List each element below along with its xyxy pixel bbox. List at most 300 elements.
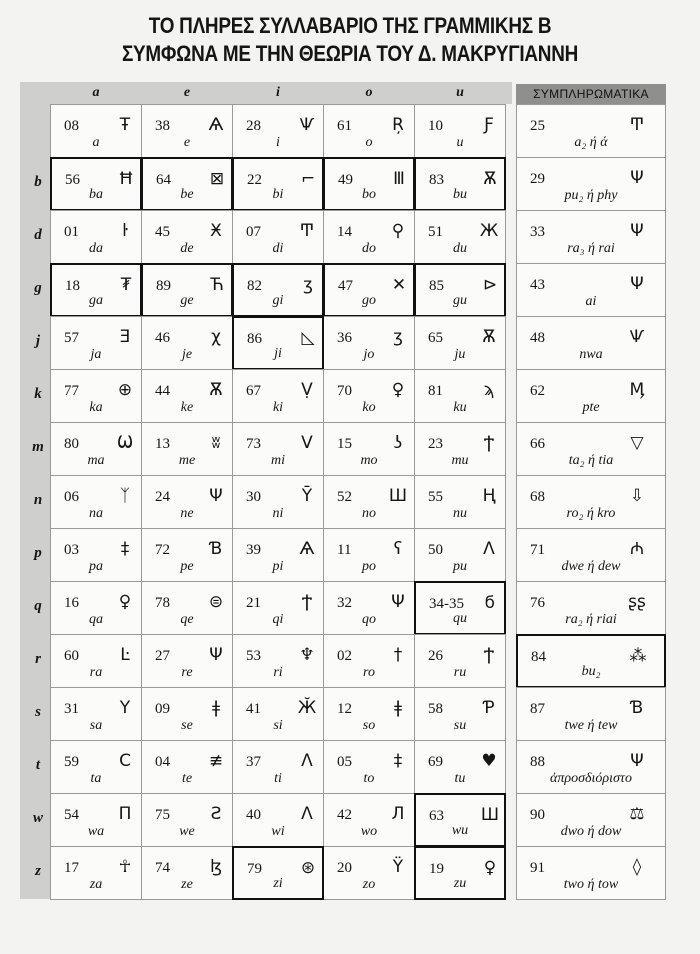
syllable-value: ti [274, 771, 282, 786]
linear-b-sign-icon: Ѫ [482, 327, 496, 347]
syllable-cell-ga [50, 263, 142, 317]
syllable-value: ra [89, 665, 103, 680]
supplementary-cell-43 [516, 263, 666, 317]
linear-b-sign-icon: ǂ [394, 698, 402, 718]
syllable-value: jo [363, 347, 375, 362]
linear-b-sign-icon: ʒ [393, 327, 403, 347]
linear-b-sign-icon: Ɓ [209, 539, 223, 559]
supplementary-cell-48 [516, 316, 666, 370]
sign-number: 02 [337, 648, 352, 664]
sign-number: 47 [338, 278, 353, 294]
sign-number: 08 [64, 118, 79, 134]
syllable-value: su [453, 718, 467, 733]
syllable-value: no [362, 506, 376, 521]
syllable-cell-so [323, 687, 415, 741]
syllable-cell-ne [141, 475, 233, 529]
linear-b-sign-icon: ⌐ [300, 169, 316, 189]
linear-b-sign-icon: ʕ [393, 539, 403, 559]
linear-b-sign-icon: ⚲ [391, 221, 405, 241]
syllable-value: a [92, 135, 100, 150]
linear-b-sign-icon: Ŧ [119, 115, 131, 135]
sign-number: 59 [64, 754, 79, 770]
syllable-value: nwa [579, 347, 603, 362]
syllable-value: ji [274, 346, 282, 361]
sign-number: 90 [530, 807, 545, 823]
sign-number: 53 [246, 648, 261, 664]
syllable-value: ne [180, 506, 194, 521]
sign-number: 03 [64, 542, 79, 558]
syllable-value: wa [87, 824, 105, 839]
linear-b-sign-icon: Ћ [210, 275, 224, 295]
sign-number: 88 [530, 754, 545, 770]
sign-number: 10 [428, 118, 443, 134]
syllable-value: gi [272, 293, 284, 308]
sign-number: 74 [155, 860, 170, 876]
vowel-header-3: o [365, 85, 373, 100]
syllable-value: bu [453, 187, 467, 202]
row-label-d: d [34, 227, 42, 243]
linear-b-sign-icon: ϡ [483, 380, 495, 400]
linear-b-sign-icon: ♀ [391, 380, 405, 400]
linear-b-sign-icon: Ŗ [392, 115, 404, 135]
syllable-cell-o [323, 104, 415, 158]
sign-number: 44 [155, 383, 170, 399]
sign-number: 26 [428, 648, 443, 664]
syllable-value: re [181, 665, 193, 680]
syllable-value: de [180, 241, 194, 256]
syllable-value: e [183, 135, 191, 150]
sign-number: 04 [155, 754, 170, 770]
sign-number: 50 [428, 542, 443, 558]
sign-number: 45 [155, 224, 170, 240]
syllable-value: wo [360, 824, 378, 839]
syllable-value: ka [89, 400, 103, 415]
syllable-value: ta [90, 771, 102, 786]
linear-b-sign-icon: Ѱ [629, 327, 645, 347]
sign-number: 01 [64, 224, 79, 240]
sign-number: 15 [337, 436, 352, 452]
linear-b-sign-icon: Ψ [630, 168, 644, 188]
syllable-cell-jo [323, 316, 415, 370]
syllable-value: we [179, 824, 195, 839]
supplementary-cell-91 [516, 846, 666, 900]
linear-b-sign-icon: ◊ [632, 857, 642, 877]
syllable-cell-wo [323, 793, 415, 847]
syllable-cell-ta [50, 740, 142, 794]
syllable-value: za [89, 877, 103, 892]
syllable-cell-pu [414, 528, 506, 582]
sign-number: 30 [246, 489, 261, 505]
syllable-value: ba [89, 187, 103, 202]
syllable-value: gu [453, 293, 467, 308]
syllable-value: bu₂ [581, 664, 601, 679]
syllable-value: a₂ ή ά [574, 135, 608, 150]
syllable-cell-tu [414, 740, 506, 794]
linear-b-sign-icon: ♀ [483, 858, 497, 878]
syllable-value: mi [271, 453, 285, 468]
syllable-cell-ju [414, 316, 506, 370]
title-line-2: ΣΥΜΦΩΝΑ ΜΕ ΤΗΝ ΘΕΩΡΙΑ ΤΟΥ Δ. ΜΑΚΡΥΓΙΑΝΝΗ [121, 41, 579, 66]
row-label-g: g [34, 280, 42, 296]
sign-number: 63 [429, 808, 444, 824]
sign-number: 58 [428, 701, 443, 717]
syllable-cell-to [323, 740, 415, 794]
sign-number: 79 [247, 861, 262, 877]
sign-number: 31 [64, 701, 79, 717]
linear-b-sign-icon: ₮ [120, 275, 132, 295]
syllable-value: se [181, 718, 193, 733]
linear-b-sign-icon: ♥ [481, 751, 497, 771]
syllable-cell-ru [414, 634, 506, 688]
linear-b-sign-icon: ♀ [118, 592, 132, 612]
sign-number: 18 [65, 278, 80, 294]
syllable-value: ra₃ ή rai [567, 241, 615, 256]
syllable-cell-du [414, 210, 506, 264]
sign-number: 11 [337, 542, 352, 558]
syllable-value: ja [90, 347, 102, 362]
syllable-cell-zu [414, 846, 506, 900]
sign-number: 41 [246, 701, 261, 717]
linear-b-sign-icon: Ħ [118, 169, 134, 189]
syllable-value: bo [362, 187, 376, 202]
sign-number: 29 [530, 171, 545, 187]
sign-number: 37 [246, 754, 261, 770]
sign-number: 80 [64, 436, 79, 452]
linear-b-sign-icon: Ψ [209, 486, 223, 506]
syllable-value: po [362, 559, 376, 574]
sign-number: 66 [530, 436, 545, 452]
syllable-value: pu [453, 559, 467, 574]
linear-b-sign-icon: ⁂ [629, 646, 647, 666]
syllable-cell-ma [50, 422, 142, 476]
syllable-value: to [363, 771, 375, 786]
sign-number: 70 [337, 383, 352, 399]
linear-b-sign-icon: ɮ [209, 857, 222, 877]
row-label-b: b [34, 174, 42, 190]
linear-b-sign-icon: Ϲ [119, 751, 131, 771]
sign-number: 07 [246, 224, 261, 240]
row-label-r: r [35, 651, 41, 667]
syllable-value: i [276, 135, 280, 150]
linear-b-sign-icon: ≢ [208, 751, 224, 771]
supplementary-cell-76 [516, 581, 666, 635]
syllable-value: sa [89, 718, 103, 733]
syllable-value: dwe ή dew [561, 559, 621, 574]
linear-b-sign-icon: Ⅲ [393, 169, 405, 189]
syllable-cell-re [141, 634, 233, 688]
sign-number: 52 [337, 489, 352, 505]
supplementary-cell-68 [516, 475, 666, 529]
row-label-w: w [32, 810, 43, 826]
linear-b-sign-icon: ʂʂ [628, 592, 646, 612]
syllable-cell-zo [323, 846, 415, 900]
sign-number: 56 [65, 172, 80, 188]
sign-number: 76 [530, 595, 545, 611]
syllable-cell-ra [50, 634, 142, 688]
linear-b-sign-icon: Ǝ [119, 327, 131, 347]
syllable-cell-je [141, 316, 233, 370]
syllable-cell-po [323, 528, 415, 582]
syllable-cell-ku [414, 369, 506, 423]
vowel-header-4: u [456, 85, 464, 100]
syllable-value: pu₂ ή phy [564, 188, 618, 203]
supplementary-cell-25 [516, 104, 666, 158]
syllable-value: ga [89, 293, 103, 308]
linear-b-sign-icon: ʒ [303, 275, 313, 295]
sign-number: 23 [428, 436, 443, 452]
sign-number: 71 [530, 542, 545, 558]
syllable-cell-ri [232, 634, 324, 688]
sign-number: 62 [530, 383, 545, 399]
syllable-value: na [89, 506, 103, 521]
syllable-value: pte [582, 400, 600, 415]
linear-b-sign-icon: Ӎ [629, 380, 645, 400]
syllable-cell-qi [232, 581, 324, 635]
syllable-cell-qo [323, 581, 415, 635]
syllable-value: wi [271, 824, 285, 839]
linear-b-sign-icon: Ѫ [209, 380, 223, 400]
syllable-cell-de [141, 210, 233, 264]
supplementary-cell-62 [516, 369, 666, 423]
syllable-value: zi [273, 876, 283, 891]
syllable-cell-ze [141, 846, 233, 900]
sign-number: 12 [337, 701, 352, 717]
linear-b-sign-icon: ᛉ [119, 486, 131, 506]
row-label-z: z [35, 863, 41, 879]
sign-number: 87 [530, 701, 545, 717]
syllable-cell-da [50, 210, 142, 264]
sign-number: 42 [337, 807, 352, 823]
syllable-value: ra₂ ή riai [565, 612, 617, 627]
sign-number: 67 [246, 383, 261, 399]
linear-b-sign-icon: Ȳ [301, 486, 313, 506]
syllable-cell-mi [232, 422, 324, 476]
syllable-cell-ji [232, 316, 324, 370]
sign-number: 51 [428, 224, 443, 240]
linear-b-sign-icon: ⊜ [208, 592, 224, 612]
sign-number: 33 [530, 224, 545, 240]
syllable-value: ge [180, 293, 194, 308]
vowel-header-0: a [92, 85, 100, 100]
syllable-value: ru [453, 665, 467, 680]
sign-number: 86 [247, 331, 262, 347]
syllable-value: qa [89, 612, 103, 627]
syllable-cell-za [50, 846, 142, 900]
syllable-value: qu [453, 611, 467, 626]
syllable-cell-wa [50, 793, 142, 847]
linear-b-sign-icon: Ƥ [483, 698, 495, 718]
syllable-value: qi [272, 612, 284, 627]
linear-b-sign-icon: Ψ [209, 645, 223, 665]
linear-b-sign-icon: Ψ [630, 751, 644, 771]
syllable-value: pe [180, 559, 194, 574]
row-label-s: s [35, 704, 41, 720]
linear-b-sign-icon: ◺ [301, 328, 315, 348]
syllable-value: ro [363, 665, 375, 680]
supplementary-cell-90 [516, 793, 666, 847]
sign-number: 20 [337, 860, 352, 876]
linear-b-sign-icon: Ѡ [117, 433, 133, 453]
linear-b-sign-icon: Ϯ [301, 592, 313, 612]
sign-number: 72 [155, 542, 170, 558]
linear-b-sign-icon: Ŀ [120, 645, 130, 665]
sign-number: 75 [155, 807, 170, 823]
linear-b-sign-icon: ⚖ [629, 804, 645, 824]
sign-number: 85 [429, 278, 444, 294]
sign-number: 06 [64, 489, 79, 505]
syllable-value: nu [453, 506, 467, 521]
syllable-value: ἀπροσδιόριστο [550, 771, 632, 786]
syllable-value: u [456, 135, 464, 150]
syllable-value: two ή tow [563, 877, 619, 892]
sign-number: 14 [337, 224, 352, 240]
linear-b-sign-icon: ⊕ [117, 380, 133, 400]
syllable-cell-i [232, 104, 324, 158]
linear-b-sign-icon: Λ [301, 751, 313, 771]
syllable-value: twe ή tew [564, 718, 618, 733]
linear-b-sign-icon: † [393, 645, 403, 665]
syllable-value: te [181, 771, 193, 786]
syllable-cell-qa [50, 581, 142, 635]
row-label-k: k [34, 386, 42, 402]
syllable-value: ro₂ ή kro [566, 506, 616, 521]
syllable-cell-zi [232, 846, 324, 900]
supplementary-header: ΣΥΜΠΛΗΡΩΜΑΤΙΚΑ [516, 84, 666, 104]
sign-number: 40 [246, 807, 261, 823]
title-line-1: ΤΟ ΠΛΗΡΕΣ ΣΥΛΛΑΒΑΡΙΟ ΤΗΣ ΓΡΑΜΜΙΚΗΣ Β [148, 13, 552, 38]
vowel-header-1: e [183, 85, 191, 100]
syllable-cell-gu [414, 263, 506, 317]
syllable-value: qe [180, 612, 194, 627]
syllable-value: ni [272, 506, 284, 521]
row-label-j: j [35, 333, 41, 349]
syllable-value: ko [362, 400, 376, 415]
linear-b-sign-icon: ⇩ [629, 486, 645, 506]
syllable-cell-pe [141, 528, 233, 582]
linear-b-sign-icon: Ϯ [483, 645, 495, 665]
linear-b-sign-icon: Ш [480, 805, 500, 825]
syllable-cell-ro [323, 634, 415, 688]
syllable-value: ri [273, 665, 283, 680]
linear-b-sign-icon: Ӿ [210, 221, 222, 241]
sign-number: 09 [155, 701, 170, 717]
sign-number: 82 [247, 278, 262, 294]
syllable-cell-u [414, 104, 506, 158]
linear-b-sign-icon: ✕ [391, 275, 407, 295]
syllable-cell-ke [141, 369, 233, 423]
sign-number: 57 [64, 330, 79, 346]
syllable-value: pa [89, 559, 103, 574]
linear-b-sign-icon: Π [118, 804, 132, 824]
linear-b-sign-icon: ▽ [630, 433, 644, 453]
syllable-cell-su [414, 687, 506, 741]
syllable-value: du [453, 241, 467, 256]
syllable-value: me [178, 453, 196, 468]
sign-number: 05 [337, 754, 352, 770]
syllable-value: tu [454, 771, 466, 786]
syllable-value: je [181, 347, 193, 362]
linear-b-sign-icon: ⊳ [482, 275, 498, 295]
syllable-cell-bo [323, 157, 415, 211]
row-label-t: t [35, 757, 41, 773]
syllable-cell-mo [323, 422, 415, 476]
row-label-p: p [34, 545, 42, 561]
syllable-cell-ti [232, 740, 324, 794]
syllable-value: be [180, 187, 194, 202]
syllable-cell-ki [232, 369, 324, 423]
sign-number: 84 [531, 649, 546, 665]
linear-b-sign-icon: ‡ [393, 751, 403, 771]
sign-number: 55 [428, 489, 443, 505]
syllable-cell-we [141, 793, 233, 847]
syllable-cell-wi [232, 793, 324, 847]
linear-b-sign-icon: Ѧ [208, 115, 224, 135]
supplementary-cell-33 [516, 210, 666, 264]
linear-b-sign-icon: Ƨ [210, 804, 222, 824]
sign-number: 81 [428, 383, 443, 399]
syllable-cell-ni [232, 475, 324, 529]
sign-number: 91 [530, 860, 545, 876]
syllable-value: ze [181, 877, 193, 892]
row-label-q: q [34, 598, 42, 614]
sign-number: 69 [428, 754, 443, 770]
sign-number: 49 [338, 172, 353, 188]
row-label-m: m [32, 439, 44, 455]
sign-number: 48 [530, 330, 545, 346]
syllable-cell-ka [50, 369, 142, 423]
syllable-cell-no [323, 475, 415, 529]
linear-b-sign-icon: Ѱ [299, 115, 315, 135]
linear-b-sign-icon: Ш [388, 486, 408, 506]
syllable-cell-di [232, 210, 324, 264]
linear-b-sign-icon: Ƒ [484, 115, 494, 135]
syllable-value: si [273, 718, 283, 733]
syllable-value: mu [451, 453, 469, 468]
sign-number: 13 [155, 436, 170, 452]
linear-b-sign-icon: ʬ [211, 433, 221, 453]
syllable-cell-ba [50, 157, 142, 211]
linear-b-sign-icon: ⊛ [300, 858, 316, 878]
syllable-cell-te [141, 740, 233, 794]
sign-number: 73 [246, 436, 261, 452]
syllable-value: zo [362, 877, 376, 892]
linear-b-sign-icon: Ɓ [630, 698, 644, 718]
sign-number: 24 [155, 489, 170, 505]
syllable-value: ai [585, 294, 597, 309]
linear-b-sign-icon: V [301, 433, 313, 453]
linear-b-sign-icon: ϭ [484, 593, 496, 613]
linear-b-sign-icon: Ψ [630, 274, 644, 294]
syllable-cell-pa [50, 528, 142, 582]
sign-number: 16 [64, 595, 79, 611]
sign-number: 60 [64, 648, 79, 664]
syllable-cell-bu [414, 157, 506, 211]
syllable-value: go [362, 293, 376, 308]
supplementary-cell-87 [516, 687, 666, 741]
syllable-value: do [362, 241, 376, 256]
linear-b-sign-icon: Ѧ [299, 539, 315, 559]
sign-number: 34-35 [429, 596, 464, 612]
syllable-cell-ge [141, 263, 233, 317]
syllable-cell-a [50, 104, 142, 158]
linear-b-sign-icon: Ϋ [392, 857, 404, 877]
syllable-value: wu [451, 823, 469, 838]
syllable-cell-gi [232, 263, 324, 317]
linear-b-sign-icon: Ϯ [483, 433, 495, 453]
linear-b-sign-icon: Ͳ [629, 115, 645, 135]
sign-number: 65 [428, 330, 443, 346]
linear-b-sign-icon: Y [119, 698, 131, 718]
